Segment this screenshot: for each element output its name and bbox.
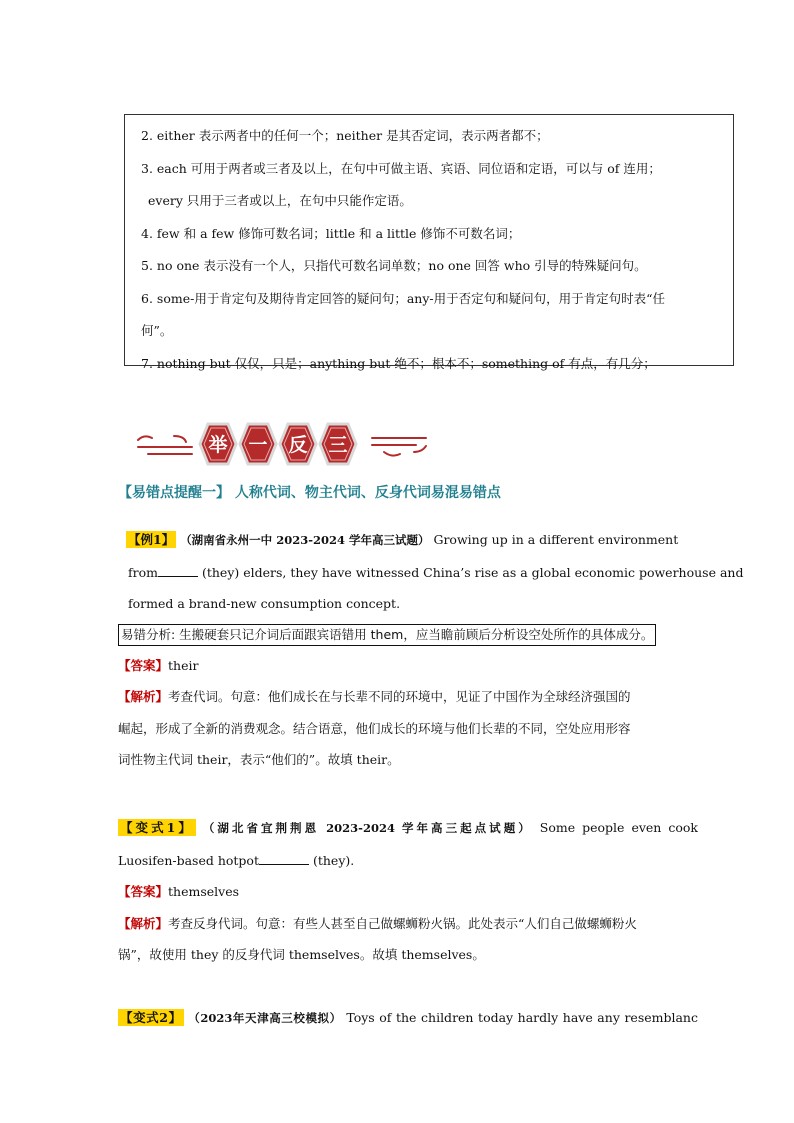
note-line: 5. no one 表示没有一个人，只指代可数名词单数；no one 回答 who 引导的特殊疑问句。 xyxy=(141,258,647,273)
answer-blank[interactable] xyxy=(158,563,198,577)
variant-tag: 【变式1】 xyxy=(120,820,194,835)
note-line: 何”。 xyxy=(141,323,173,338)
question-text: from xyxy=(128,564,158,580)
note-line: 3. each 可用于两者或三者及以上，在句中可做主语、宾语、同位语和定语，可以与 of 连用； xyxy=(141,160,661,176)
answer-value: themselves xyxy=(168,884,240,899)
banner-char: 三 xyxy=(328,434,348,456)
explanation-text: 崛起，形成了全新的消费观念。结合语意，他们成长的环境与他们长辈的不同，空处应用形容 xyxy=(118,720,631,736)
variant-source: （湖北省宜荆荆恩 2023-2024 学年高三起点试题） xyxy=(202,821,533,835)
question-text: Luosifen-based hotpot xyxy=(118,852,259,868)
note-line: 7. nothing but 仅仅，只是；anything but 绝不；根本不；something of 有点，有几分； xyxy=(141,355,656,371)
question-text: Growing up in a different environment xyxy=(433,532,679,547)
question-text: (they) elders, they have witnessed China’s rise as a global economic powerhouse and xyxy=(201,564,744,580)
explanation-label: 【解析】 xyxy=(118,915,169,931)
explanation-text: 考查代词。句意：他们成长在与长辈不同的环境中，见证了中国作为全球经济强国的 xyxy=(168,689,631,704)
answer-value: their xyxy=(168,657,199,673)
banner-hex-4 xyxy=(320,424,356,464)
example-source: （湖南省永州一中 2023-2024 学年高三试题） xyxy=(180,533,430,547)
answer-label: 【答案】 xyxy=(118,884,169,899)
banner-left-ornament xyxy=(138,436,192,454)
banner-char: 举 xyxy=(208,434,228,456)
grammar-notes-box xyxy=(124,114,734,371)
explanation-label: 【解析】 xyxy=(118,689,169,704)
question-text: formed a brand-new consumption concept. xyxy=(128,596,401,611)
banner-char: 反 xyxy=(288,434,308,456)
variant-source: （2023年天津高三校模拟） xyxy=(188,1011,342,1025)
variant-2-line-1 xyxy=(118,1002,698,1035)
banner-hex-1 xyxy=(200,424,236,464)
error-analysis-box: 易错分析: 生搬硬套只记介词后面跟宾语错用 them，应当瞻前顾后分析设空处所作的具体成分。 xyxy=(118,624,656,646)
banner-hex-2 xyxy=(240,424,276,464)
banner-right-ornament xyxy=(372,438,426,456)
note-line: 4. few 和 a few 修饰可数名词；little 和 a little 修饰不可数名词； xyxy=(141,225,521,241)
explanation-text: 词性物主代词 their，表示“他们的”。故填 their。 xyxy=(118,752,400,767)
variant-tag: 【变式2】 xyxy=(120,1010,182,1025)
question-text: Some people even cook xyxy=(539,820,698,835)
section-heading: 【易错点提醒一】 人称代词、物主代词、反身代词易混易错点 xyxy=(118,485,501,501)
example-1 xyxy=(118,524,744,776)
answer-label: 【答案】 xyxy=(118,657,169,673)
banner-char: 一 xyxy=(248,434,268,456)
answer-blank[interactable] xyxy=(259,851,309,865)
question-text: (they). xyxy=(312,852,355,868)
note-line: every 只用于三者或以上，在句中只能作定语。 xyxy=(148,193,412,208)
banner-hex-3 xyxy=(280,424,316,464)
variant-2 xyxy=(118,1002,702,1035)
explanation-text: 考查反身代词。句意：有些人甚至自己做螺蛳粉火锅。此处表示“人们自己做螺蛳粉火 xyxy=(168,915,637,931)
question-text: Toys of the children today hardly have any resemblanc xyxy=(346,1010,698,1025)
variant-1-line-1 xyxy=(118,812,698,845)
example-1-line-2 xyxy=(118,557,744,589)
example-1-line-1 xyxy=(118,524,702,557)
note-line: 2. either 表示两者中的任何一个；neither 是其否定词，表示两者都不； xyxy=(141,128,549,143)
practice-banner xyxy=(134,416,430,472)
variant-1 xyxy=(118,812,702,971)
example-tag: 【例1】 xyxy=(128,532,175,547)
explanation-text: 锅”，故使用 they 的反身代词 themselves。故填 themselves。 xyxy=(118,947,485,962)
variant-1-line-2 xyxy=(118,845,702,877)
note-line: 6. some-用于肯定句及期待肯定回答的疑问句；any-用于否定句和疑问句，用于肯定句时表“任 xyxy=(141,290,665,306)
